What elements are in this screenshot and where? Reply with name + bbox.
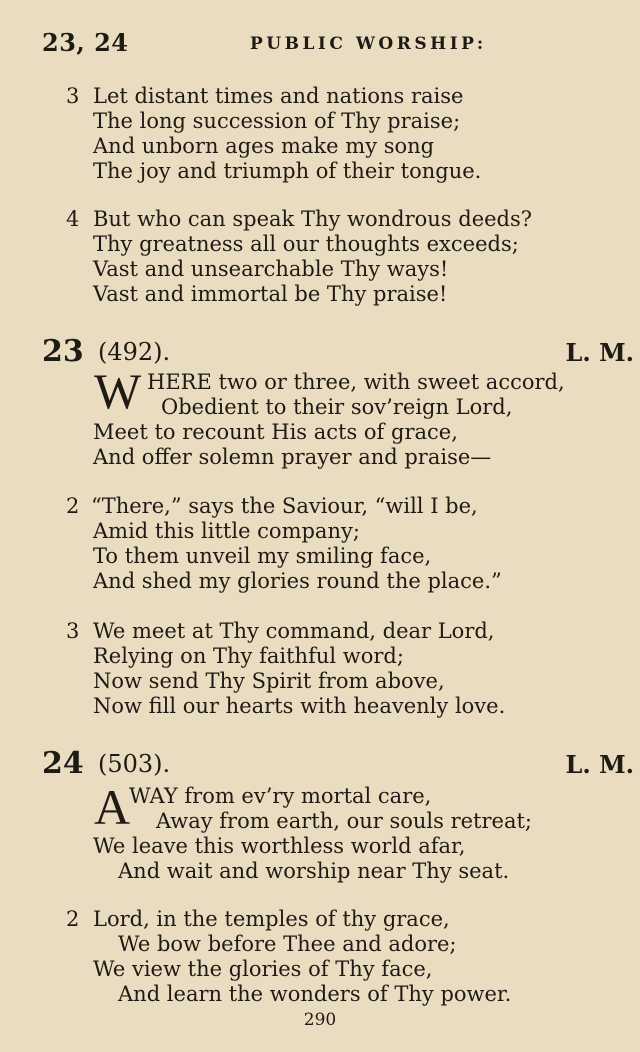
footer-page-number: 290 — [303, 1010, 337, 1030]
stanza-number: 3 — [66, 619, 80, 643]
verse-line: Thy greatness all our thoughts exceeds; — [93, 232, 519, 256]
hymn-alt-number: (492). — [98, 338, 171, 366]
stanza-number: 2 — [66, 907, 80, 931]
verse-line: Relying on Thy faithful word; — [93, 644, 404, 668]
verse-line: WAY from ev’ry mortal care, — [129, 784, 432, 808]
hymn-alt-number: (503). — [98, 750, 171, 778]
verse-line: Vast and unsearchable Thy ways! — [93, 257, 449, 281]
stanza-number: 2 — [66, 494, 80, 518]
verse-line: And wait and worship near Thy seat. — [118, 859, 510, 883]
verse-line: And offer solemn prayer and praise— — [93, 445, 492, 469]
verse-line: HERE two or three, with sweet accord, — [147, 370, 565, 394]
verse-line: Now fill our hearts with heavenly love. — [93, 694, 506, 718]
running-header — [42, 28, 600, 60]
verse-line: The long succession of Thy praise; — [93, 109, 461, 133]
verse-line: And unborn ages make my song — [93, 134, 435, 158]
verse-line: We view the glories of Thy face, — [93, 957, 433, 981]
verse-line: The joy and triumph of their tongue. — [93, 159, 482, 183]
header-page-numbers: 23, 24 — [42, 28, 129, 57]
verse-line: Away from earth, our souls retreat; — [156, 809, 533, 833]
verse-line: We leave this worthless world afar, — [93, 834, 466, 858]
drop-cap: A — [94, 779, 131, 835]
stanza-number: 3 — [66, 84, 80, 108]
verse-line: But who can speak Thy wondrous deeds? — [93, 207, 533, 231]
verse-line: Meet to recount His acts of grace, — [93, 420, 458, 444]
verse-line: To them unveil my smiling face, — [93, 544, 432, 568]
hymn-24-heading — [42, 746, 634, 786]
verse-line: Lord, in the temples of thy grace, — [93, 907, 450, 931]
verse-line: Obedient to their sov’reign Lord, — [161, 395, 513, 419]
verse-line: And learn the wonders of Thy power. — [118, 982, 512, 1006]
verse-line: “There,” says the Saviour, “will I be, — [91, 494, 478, 518]
verse-line: We meet at Thy command, dear Lord, — [93, 619, 495, 643]
verse-line: Let distant times and nations raise — [93, 84, 464, 108]
verse-line: Now send Thy Spirit from above, — [93, 669, 445, 693]
verse-line: And shed my glories round the place.” — [93, 569, 502, 593]
hymn-meter: L. M. — [565, 750, 634, 779]
hymn-number: 24 — [42, 746, 84, 781]
verse-line: Amid this little company; — [93, 519, 360, 543]
drop-cap: W — [94, 363, 142, 419]
verse-line: We bow before Thee and adore; — [118, 932, 457, 956]
header-section-title: PUBLIC WORSHIP: — [250, 34, 487, 54]
hymn-meter: L. M. — [565, 338, 634, 367]
stanza-number: 4 — [66, 207, 80, 231]
hymn-number: 23 — [42, 334, 84, 369]
verse-line: Vast and immortal be Thy praise! — [93, 282, 448, 306]
